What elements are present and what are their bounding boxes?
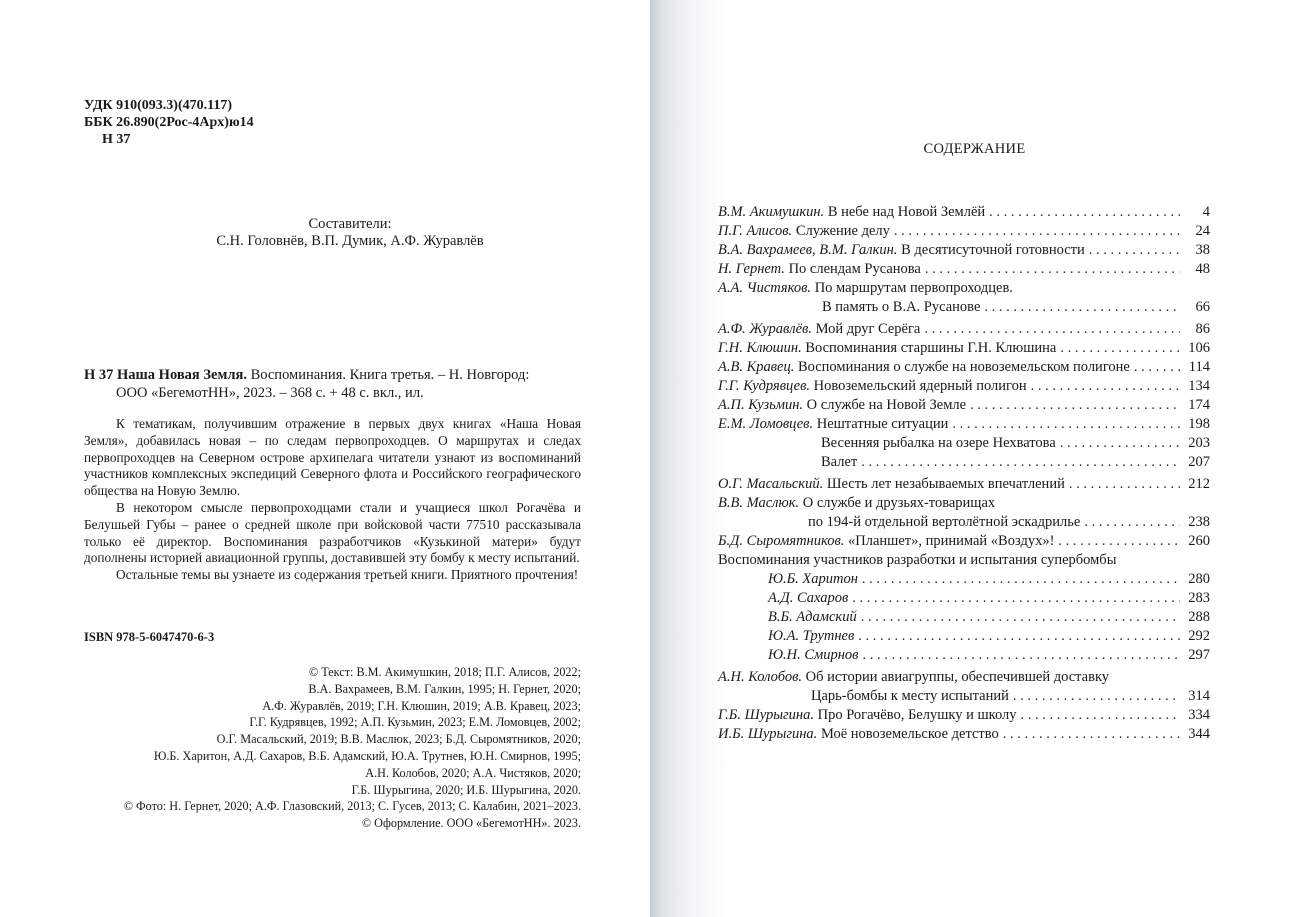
toc-page-number: 260 bbox=[1188, 533, 1210, 549]
toc-author: Г.Б. Шурыгина. bbox=[718, 707, 814, 723]
toc-title: Нештатные ситуации bbox=[813, 416, 949, 432]
toc-page-number: 24 bbox=[1195, 223, 1210, 239]
toc-title: По маршрутам первопроходцев. bbox=[811, 280, 1013, 296]
toc-page-number: 4 bbox=[1202, 204, 1210, 220]
toc-entry bbox=[718, 647, 1210, 666]
toc-title: В десятисуточной готовности bbox=[897, 242, 1085, 258]
toc-leader-dots bbox=[1031, 378, 1180, 395]
annotation-paragraph: Остальные темы вы узнаете из содержания третьей книги. Приятного прочтения! bbox=[116, 567, 579, 583]
toc-entry bbox=[718, 280, 1210, 299]
toc-entry bbox=[718, 454, 1210, 473]
author-mark: Н 37 bbox=[102, 132, 131, 147]
toc-title: Моё новоземельское детство bbox=[817, 726, 999, 742]
toc-title: В небе над Новой Землёй bbox=[824, 204, 986, 220]
toc-leader-dots bbox=[1084, 514, 1180, 531]
bibliographic-entry bbox=[84, 366, 584, 402]
toc-page-number: 207 bbox=[1188, 454, 1210, 470]
toc-page-number: 174 bbox=[1188, 397, 1210, 413]
compilers-block bbox=[140, 216, 560, 250]
toc-leader-dots bbox=[1060, 435, 1180, 452]
toc-entry bbox=[718, 261, 1210, 280]
copyright-line: Г.Б. Шурыгина, 2020; И.Б. Шурыгина, 2020. bbox=[351, 782, 581, 797]
toc-entry bbox=[718, 552, 1210, 571]
toc-page-number: 212 bbox=[1188, 476, 1210, 492]
toc-title: по 194-й отдельной вертолётной эскадрилье bbox=[808, 514, 1081, 530]
toc-author: А.В. Кравец. bbox=[718, 359, 795, 375]
toc-author: А.Д. Сахаров bbox=[768, 590, 849, 606]
toc-leader-dots bbox=[1003, 726, 1180, 743]
copyright-line: © Оформление. ООО «БегемотНН». 2023. bbox=[361, 816, 581, 831]
publisher-line: ООО «БегемотНН», 2023. – 368 с. + 48 с. вкл., ил. bbox=[116, 385, 424, 401]
toc-entry bbox=[718, 669, 1210, 688]
toc-entry bbox=[718, 321, 1210, 340]
toc-leader-dots bbox=[989, 204, 1180, 221]
toc-entry bbox=[718, 495, 1210, 514]
copyright-block bbox=[84, 664, 581, 832]
toc-author: Г.Н. Клюшин. bbox=[718, 340, 802, 356]
toc-page-number: 314 bbox=[1188, 688, 1210, 704]
toc-page-number: 288 bbox=[1188, 609, 1210, 625]
toc-leader-dots bbox=[1020, 707, 1180, 724]
toc-entry bbox=[718, 204, 1210, 223]
toc-page-number: 283 bbox=[1188, 590, 1210, 606]
toc-page-number: 334 bbox=[1188, 707, 1210, 723]
toc-entry bbox=[718, 299, 1210, 318]
copyright-line: © Текст: В.М. Акимушкин, 2018; П.Г. Алисов, 2022; bbox=[308, 665, 581, 679]
toc-title: Шесть лет незабываемых впечатлений bbox=[823, 476, 1065, 492]
toc-author: Е.М. Ломовцев. bbox=[718, 416, 814, 432]
toc-leader-dots bbox=[1013, 688, 1180, 705]
toc-author: Н. Гернет. bbox=[718, 261, 785, 277]
toc-title: Воспоминания о службе на новоземельском полигоне bbox=[794, 359, 1130, 375]
toc-author: А.Ф. Журавлёв. bbox=[718, 321, 812, 337]
toc-leader-dots bbox=[862, 647, 1180, 664]
toc-leader-dots bbox=[970, 397, 1180, 414]
toc-page-number: 198 bbox=[1188, 416, 1210, 432]
classification-block bbox=[84, 97, 254, 148]
toc-author: А.П. Кузьмин. bbox=[718, 397, 804, 413]
copyright-line: Г.Г. Кудрявцев, 1992; А.П. Кузьмин, 2023; Е.М. Ломовцев, 2002; bbox=[249, 715, 581, 730]
toc-leader-dots bbox=[861, 609, 1180, 626]
toc-leader-dots bbox=[1058, 533, 1180, 550]
toc-author: И.Б. Шурыгина. bbox=[718, 726, 818, 742]
toc-title: О службе на Новой Земле bbox=[803, 397, 967, 413]
toc-page-number: 66 bbox=[1195, 299, 1210, 315]
toc-page-number: 114 bbox=[1188, 359, 1210, 375]
toc-author: О.Г. Масальский. bbox=[718, 476, 824, 492]
toc-entry bbox=[718, 514, 1210, 533]
toc-entry bbox=[718, 242, 1210, 261]
toc-author: Ю.Б. Харитон bbox=[768, 571, 858, 587]
book-title: Н 37 Наша Новая Земля. bbox=[84, 367, 247, 383]
toc-leader-dots bbox=[862, 571, 1180, 588]
toc-leader-dots bbox=[894, 223, 1180, 240]
udk-code: УДК 910(093.3)(470.117) bbox=[84, 98, 233, 113]
toc-leader-dots bbox=[925, 261, 1180, 278]
toc-leader-dots bbox=[952, 416, 1180, 433]
copyright-line: В.А. Вахрамеев, В.М. Галкин, 1995; Н. Гернет, 2020; bbox=[308, 681, 581, 696]
annotation bbox=[84, 416, 581, 584]
compilers-label: Составители: bbox=[308, 216, 392, 232]
toc-title: Об истории авиагруппы, обеспечившей доставку bbox=[802, 669, 1110, 685]
toc-title: Царь-бомбы к месту испытаний bbox=[811, 688, 1009, 704]
toc-author: Г.Г. Кудрявцев. bbox=[718, 378, 810, 394]
toc-page-number: 134 bbox=[1188, 378, 1210, 394]
toc-entry bbox=[718, 590, 1210, 609]
toc-leader-dots bbox=[852, 590, 1180, 607]
bbk-code: ББК 26.890(2Рос-4Арх)ю14 bbox=[84, 115, 254, 130]
toc-entry bbox=[718, 416, 1210, 435]
toc-author: Б.Д. Сыромятников. bbox=[718, 533, 845, 549]
toc-leader-dots bbox=[1089, 242, 1180, 259]
toc-entry bbox=[718, 688, 1210, 707]
toc-leader-dots bbox=[924, 321, 1180, 338]
toc-author: В.В. Маслюк. bbox=[718, 495, 800, 511]
toc-author: В.А. Вахрамеев, В.М. Галкин. bbox=[718, 242, 898, 258]
toc-leader-dots bbox=[1134, 359, 1180, 376]
toc-title: О службе и друзьях-товарищах bbox=[799, 495, 996, 511]
toc-leader-dots bbox=[858, 628, 1180, 645]
isbn: ISBN 978-5-6047470-6-3 bbox=[84, 630, 215, 644]
toc-page-number: 297 bbox=[1188, 647, 1210, 663]
toc-page-number: 86 bbox=[1195, 321, 1210, 337]
annotation-paragraph: В некотором смысле первопроходцами стали и учащиеся школ Рогачёва и Белушьей Губы – ранее о средней школе при войсковой части 77510 рассказывала только её директор. Воспоминания разработчиков «Кузькиной матери» будут дополнены историей авиационной группы, доставившей эту бомбу к месту испытаний. bbox=[84, 499, 581, 566]
toc-title: Про Рогачёво, Белушку и школу bbox=[814, 707, 1017, 723]
toc-author: А.Н. Колобов. bbox=[718, 669, 802, 685]
toc-page-number: 344 bbox=[1188, 726, 1210, 742]
toc-author: А.А. Чистяков. bbox=[718, 280, 812, 296]
toc-page-number: 106 bbox=[1188, 340, 1210, 356]
toc-entry bbox=[718, 571, 1210, 590]
toc-author: Ю.Н. Смирнов bbox=[768, 647, 859, 663]
toc-entry bbox=[718, 533, 1210, 552]
toc-title: «Планшет», принимай «Воздух»! bbox=[844, 533, 1055, 549]
copyright-line: Ю.Б. Харитон, А.Д. Сахаров, В.Б. Адамский, Ю.А. Трутнев, Ю.Н. Смирнов, 1995; bbox=[153, 748, 581, 763]
toc-entry bbox=[718, 476, 1210, 495]
toc-title: Новоземельский ядерный полигон bbox=[809, 378, 1027, 394]
toc-title: Весенняя рыбалка на озере Нехватова bbox=[821, 435, 1056, 451]
toc-page-number: 48 bbox=[1195, 261, 1210, 277]
toc-entry bbox=[718, 628, 1210, 647]
toc-author: Ю.А. Трутнев bbox=[768, 628, 855, 644]
right-page bbox=[650, 0, 1299, 917]
toc-entry bbox=[718, 726, 1210, 745]
toc-page-number: 292 bbox=[1188, 628, 1210, 644]
toc-entry bbox=[718, 223, 1210, 242]
copyright-line: О.Г. Масальский, 2019; В.В. Маслюк, 2023; Б.Д. Сыромятников, 2020; bbox=[216, 732, 581, 747]
toc-entry bbox=[718, 359, 1210, 378]
toc-leader-dots bbox=[861, 454, 1180, 471]
toc-title: В память о В.А. Русанове bbox=[822, 299, 981, 315]
toc-page-number: 280 bbox=[1188, 571, 1210, 587]
annotation-paragraph: К тематикам, получившим отражение в первых двух книгах «Наша Новая Земля», добавилась новая – по следам первопроходцев. О маршрутах и следах первопроходцев на Северном острове архипелага читатели узнают из воспоминаний участников комплексных экспедиций Северного флота и Российского географического общества на Новую Землю. bbox=[84, 416, 581, 499]
toc-author: В.М. Акимушкин. bbox=[718, 204, 825, 220]
toc-entry bbox=[718, 340, 1210, 359]
toc-title: По слендам Русанова bbox=[784, 261, 921, 277]
toc-leader-dots bbox=[1060, 340, 1180, 357]
toc-entry bbox=[718, 609, 1210, 628]
copyright-line: А.Ф. Журавлёв, 2019; Г.Н. Клюшин, 2019; А.В. Кравец, 2023; bbox=[262, 698, 581, 713]
table-of-contents bbox=[718, 204, 1210, 745]
toc-title: Воспоминания участников разработки и испытания супербомбы bbox=[718, 552, 1117, 568]
book-description: Воспоминания. Книга третья. – Н. Новгород: bbox=[246, 367, 530, 383]
toc-leader-dots bbox=[984, 299, 1180, 316]
toc-title: Воспоминания старшины Г.Н. Клюшина bbox=[801, 340, 1057, 356]
toc-page-number: 203 bbox=[1188, 435, 1210, 451]
toc-title: Валет bbox=[821, 454, 858, 470]
toc-page-number: 238 bbox=[1188, 514, 1210, 530]
toc-title: Мой друг Серёга bbox=[811, 321, 921, 337]
toc-entry bbox=[718, 435, 1210, 454]
toc-entry bbox=[718, 397, 1210, 416]
copyright-line: © Фото: Н. Гернет, 2020; А.Ф. Глазовский, 2013; С. Гусев, 2013; С. Калабин, 2021–2023. bbox=[123, 799, 581, 814]
toc-title: Служение делу bbox=[792, 223, 890, 239]
copyright-line: А.Н. Колобов, 2020; А.А. Чистяков, 2020; bbox=[365, 765, 581, 780]
toc-page-number: 38 bbox=[1195, 242, 1210, 258]
toc-author: В.Б. Адамский bbox=[768, 609, 857, 625]
toc-entry bbox=[718, 707, 1210, 726]
compilers-names: С.Н. Головнёв, В.П. Думик, А.Ф. Журавлёв bbox=[216, 233, 484, 249]
contents-title: СОДЕРЖАНИЕ bbox=[923, 141, 1026, 157]
toc-entry bbox=[718, 378, 1210, 397]
toc-author: П.Г. Алисов. bbox=[718, 223, 793, 239]
toc-leader-dots bbox=[1069, 476, 1180, 493]
